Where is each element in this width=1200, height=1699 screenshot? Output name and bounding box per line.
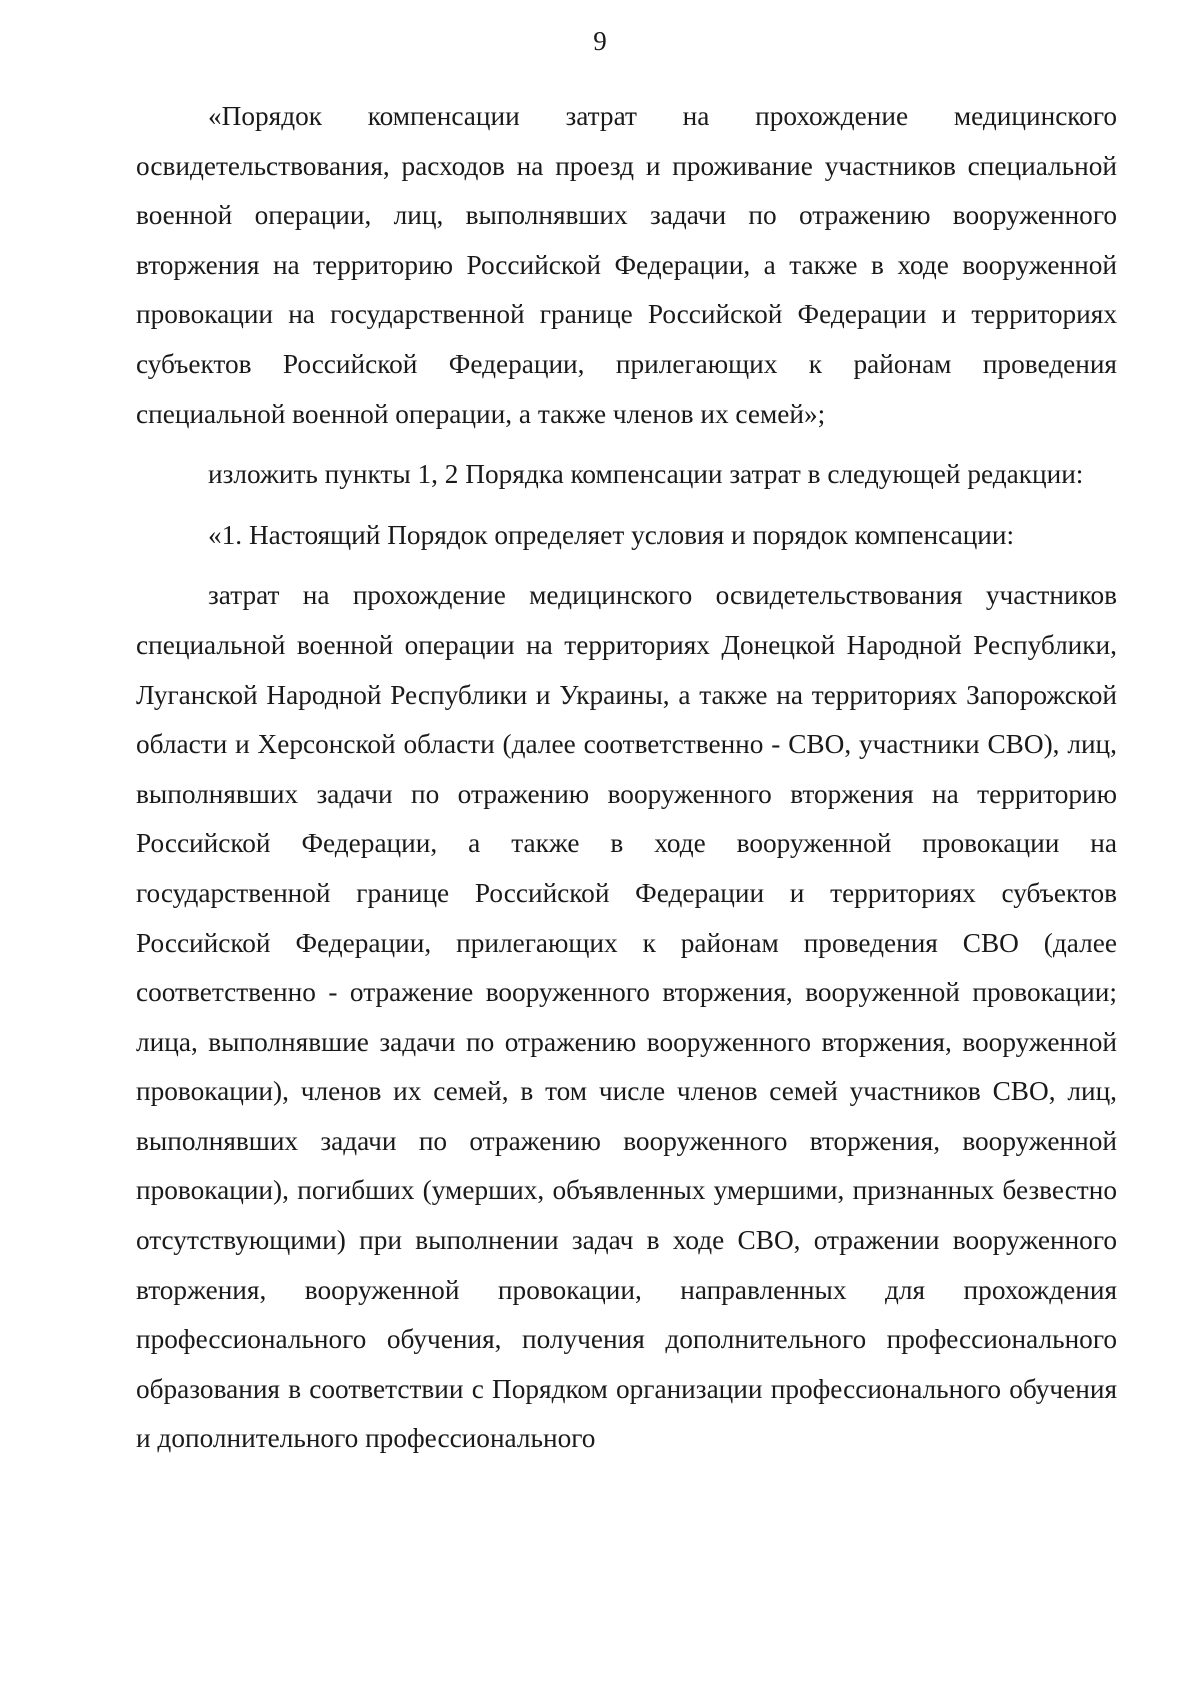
- page-number: 9: [593, 26, 607, 56]
- paragraph-title-quote: «Порядок компенсации затрат на прохождение медицинского освидетельствования, расходов на проезд и проживание участников специальной военной операции, лиц, выполнявших задачи по отражению вооруженного вторжения на территорию Российской Федерации, а также в ходе вооруженной провокации на государственной границе Российской Федерации и территориях субъектов Российской Федерации, прилегающих к районам проведения специальной военной операции, а также членов их семей»;: [136, 101, 1117, 429]
- document-body: [136, 92, 1117, 1464]
- paragraph-clause-1: «1. Настоящий Порядок определяет условия и порядок компенсации:: [208, 519, 1015, 550]
- paragraph-clause-1-body: затрат на прохождение медицинского освидетельствования участников специальной военной операции на территориях Донецкой Народной Республики, Луганской Народной Республики и Украины, а также на территориях Запорожской области и Херсонской области (далее соответственно - СВО, участники СВО), лиц, выполнявших задачи по отражению вооруженного вторжения на территорию Российской Федерации, а также в ходе вооруженной провокации на государственной границе Российской Федерации и территориях субъектов Российской Федерации, прилегающих к районам проведения СВО (далее соответственно - отражение вооруженного вторжения, вооруженной провокации; лица, выполнявшие задачи по отражению вооруженного вторжения, вооруженной провокации), членов их семей, в том числе членов семей участников СВО, лиц, выполнявших задачи по отражению вооруженного вторжения, вооруженной провокации), погибших (умерших, объявленных умершими, признанных безвестно отсутствующими) при выполнении задач в ходе СВО, отражении вооруженного вторжения, вооруженной провокации, направленных для прохождения профессионального обучения, получения дополнительного профессионального образования в соответствии с Порядком организации профессионального обучения и дополнительного профессионального: [136, 580, 1117, 1454]
- paragraph-amendment-instruction: изложить пункты 1, 2 Порядка компенсации затрат в следующей редакции:: [208, 459, 1084, 490]
